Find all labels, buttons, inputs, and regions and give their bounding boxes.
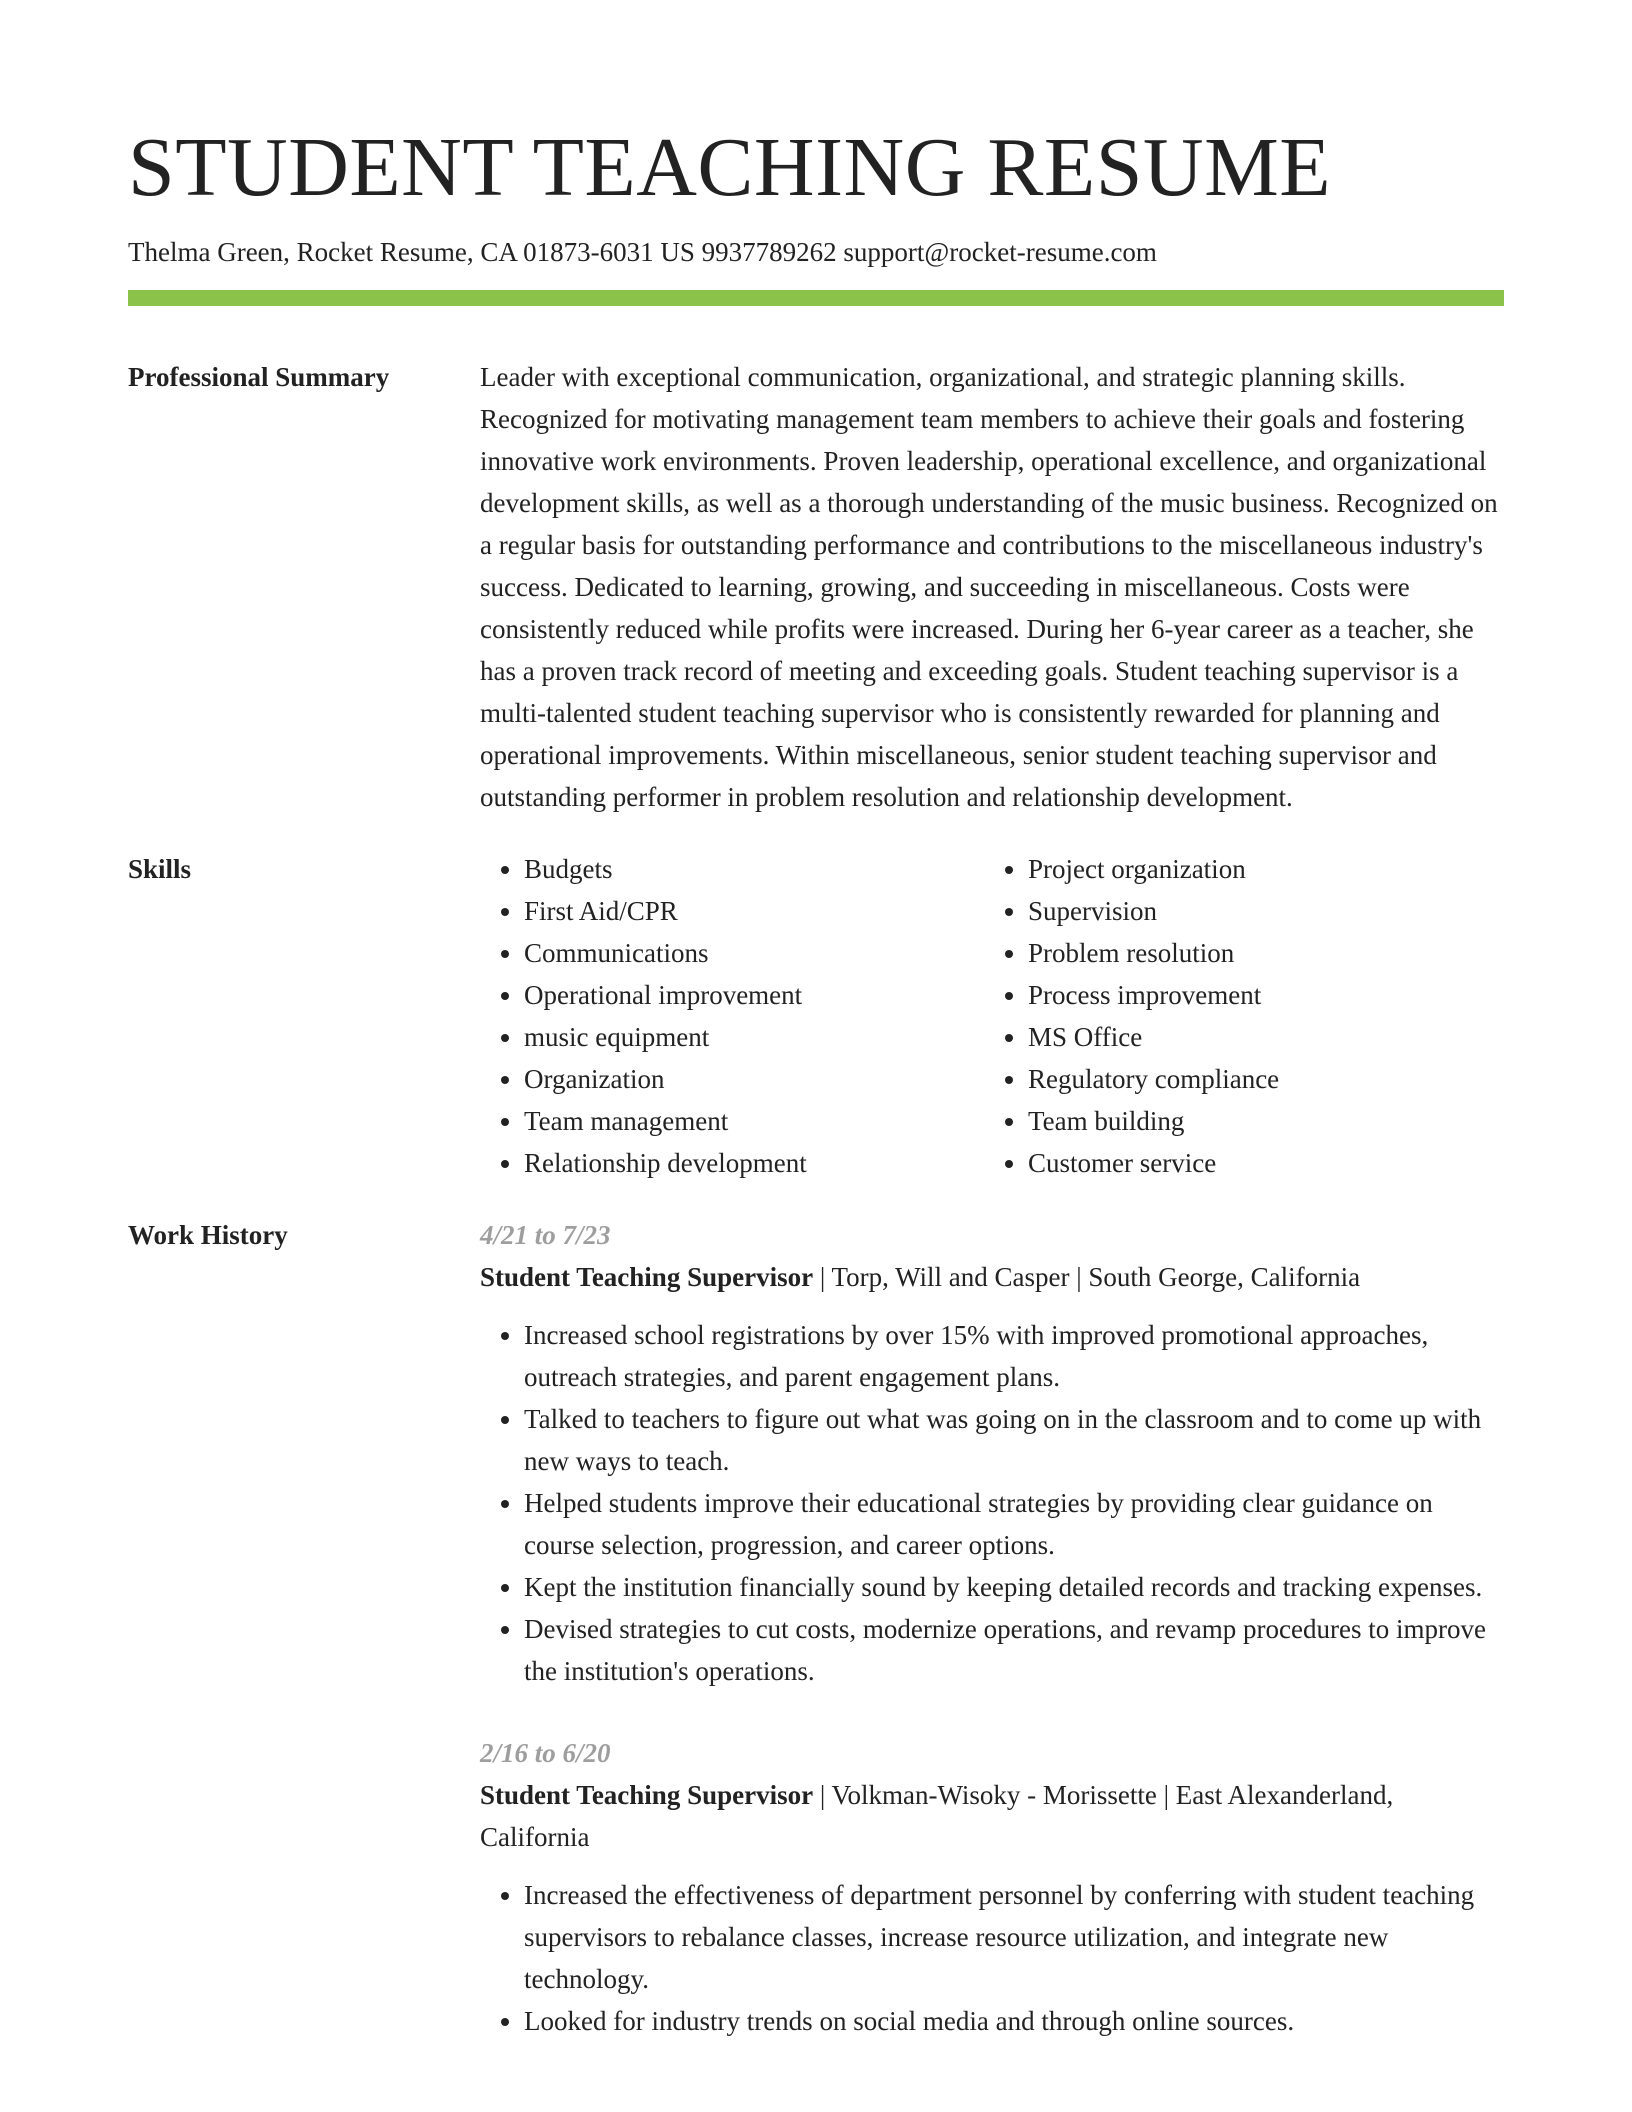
skill-item: • Process improvement [1028,974,1504,1016]
job-details: | Torp, Will and Casper | South George, California [813,1262,1361,1292]
job-bullet: • Looked for industry trends on social media and through online sources. [524,2000,1504,2042]
job-bullets [480,1314,1504,1692]
skills-list-right [984,848,1504,1184]
job-dates: 4/21 to 7/23 [480,1220,611,1250]
summary-section [128,356,1504,818]
job-entry [480,1214,1504,1692]
job-details: | Volkman-Wisoky - Morissette | East Alexanderland, California [480,1780,1394,1852]
skill-item: • MS Office [1028,1016,1504,1058]
job-title-line [480,1256,1504,1298]
work-history-body [480,1214,1504,2082]
job-title-line [480,1774,1504,1858]
skill-item: • Customer service [1028,1142,1504,1184]
job-title: Student Teaching Supervisor [480,1262,814,1292]
skills-heading: Skills [128,854,192,884]
summary-heading: Professional Summary [128,362,390,392]
skills-list-left [480,848,984,1184]
skill-item: • Communications [524,932,984,974]
skill-item: • Supervision [1028,890,1504,932]
job-entry [480,1732,1504,2042]
skill-item: • Project organization [1028,848,1504,890]
job-dates: 2/16 to 6/20 [480,1738,611,1768]
job-bullet: • Increased the effectiveness of department personnel by conferring with student teaching supervisors to rebalance classes, increase resource utilization, and integrate new technology. [524,1874,1504,2000]
job-bullet: • Kept the institution financially sound by keeping detailed records and tracking expenses. [524,1566,1504,1608]
skill-item: • Relationship development [524,1142,984,1184]
job-bullet: • Talked to teachers to figure out what was going on in the classroom and to come up with new ways to teach. [524,1398,1504,1482]
skill-item: • Operational improvement [524,974,984,1016]
skill-item: • First Aid/CPR [524,890,984,932]
skills-body [480,848,1504,1184]
job-bullet: • Devised strategies to cut costs, modernize operations, and revamp procedures to improve the institution's operations. [524,1608,1504,1692]
skill-item: • Regulatory compliance [1028,1058,1504,1100]
skill-item: • music equipment [524,1016,984,1058]
skills-section [128,848,1504,1184]
skill-item: • Problem resolution [1028,932,1504,974]
skill-item: • Organization [524,1058,984,1100]
skill-item: • Team building [1028,1100,1504,1142]
resume-title: STUDENT TEACHING RESUME [128,121,1332,214]
skill-item: • Team management [524,1100,984,1142]
header-divider [128,290,1504,306]
skill-item: • Budgets [524,848,984,890]
job-bullet: • Helped students improve their educational strategies by providing clear guidance on course selection, progression, and career options. [524,1482,1504,1566]
job-bullet: • Increased school registrations by over 15% with improved promotional approaches, outreach strategies, and parent engagement plans. [524,1314,1504,1398]
contact-line: Thelma Green, Rocket Resume, CA 01873-6031 US 9937789262 support@rocket-resume.com [128,237,1157,267]
job-title: Student Teaching Supervisor [480,1780,814,1810]
work-history-heading: Work History [128,1220,288,1250]
summary-text: Leader with exceptional communication, organizational, and strategic planning skills. Recognized for motivating management team members to achieve their goals and fostering innovative work environments. Proven leadership, operational excellence, and organizational development skills, as well as a thorough understanding of the music business. Recognized on a regular basis for outstanding performance and contributions to the miscellaneous industry's success. Dedicated to learning, growing, and succeeding in miscellaneous. Costs were consistently reduced while profits were increased. During her 6-year career as a teacher, she has a proven track record of meeting and exceeding goals. Student teaching supervisor is a multi-talented student teaching supervisor who is consistently rewarded for planning and operational improvements. Within miscellaneous, senior student teaching supervisor and outstanding performer in problem resolution and relationship development. [480,362,1498,812]
work-history-section [128,1214,1504,2082]
job-bullets [480,1874,1504,2042]
summary-body [480,356,1504,818]
